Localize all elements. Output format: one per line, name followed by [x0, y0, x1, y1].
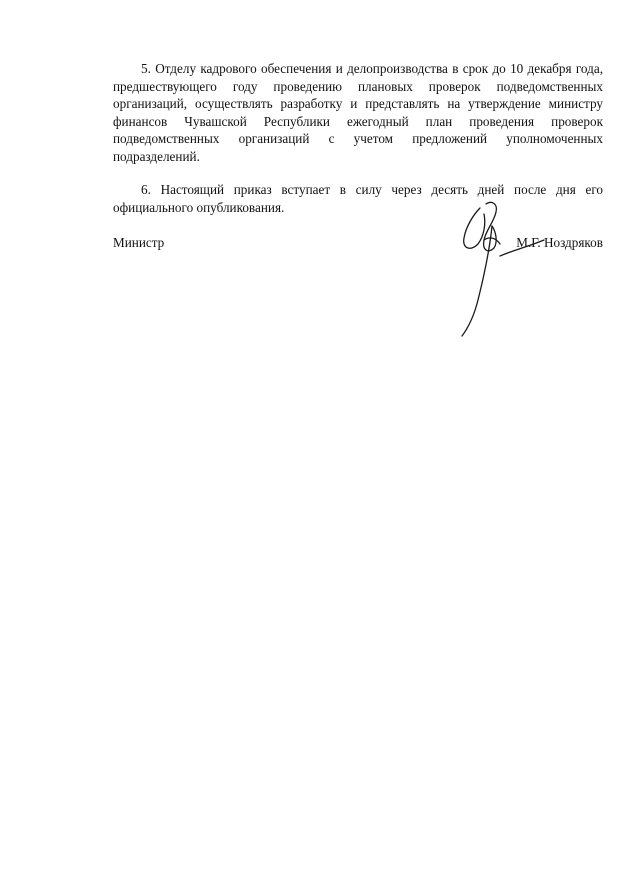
paragraph-6: 6. Настоящий приказ вступает в силу через десять дней после дня его официального опубликования. [113, 182, 603, 215]
paragraph-5: 5. Отделу кадрового обеспечения и делопроизводства в срок до 10 декабря года, предшествующего году проведению плановых проверок подведомственных организаций, осуществлять разработку и представлять на утверждение министру финансов Чувашской Республики ежегодный план проведения проверок подведомственных организаций с учетом предложений уполномоченных подразделений. [113, 61, 603, 164]
document-body [113, 60, 603, 216]
signatory-title: Министр [113, 235, 165, 250]
handwritten-signature-icon [440, 196, 560, 341]
signatory-name: М.Г. Ноздряков [516, 235, 603, 250]
